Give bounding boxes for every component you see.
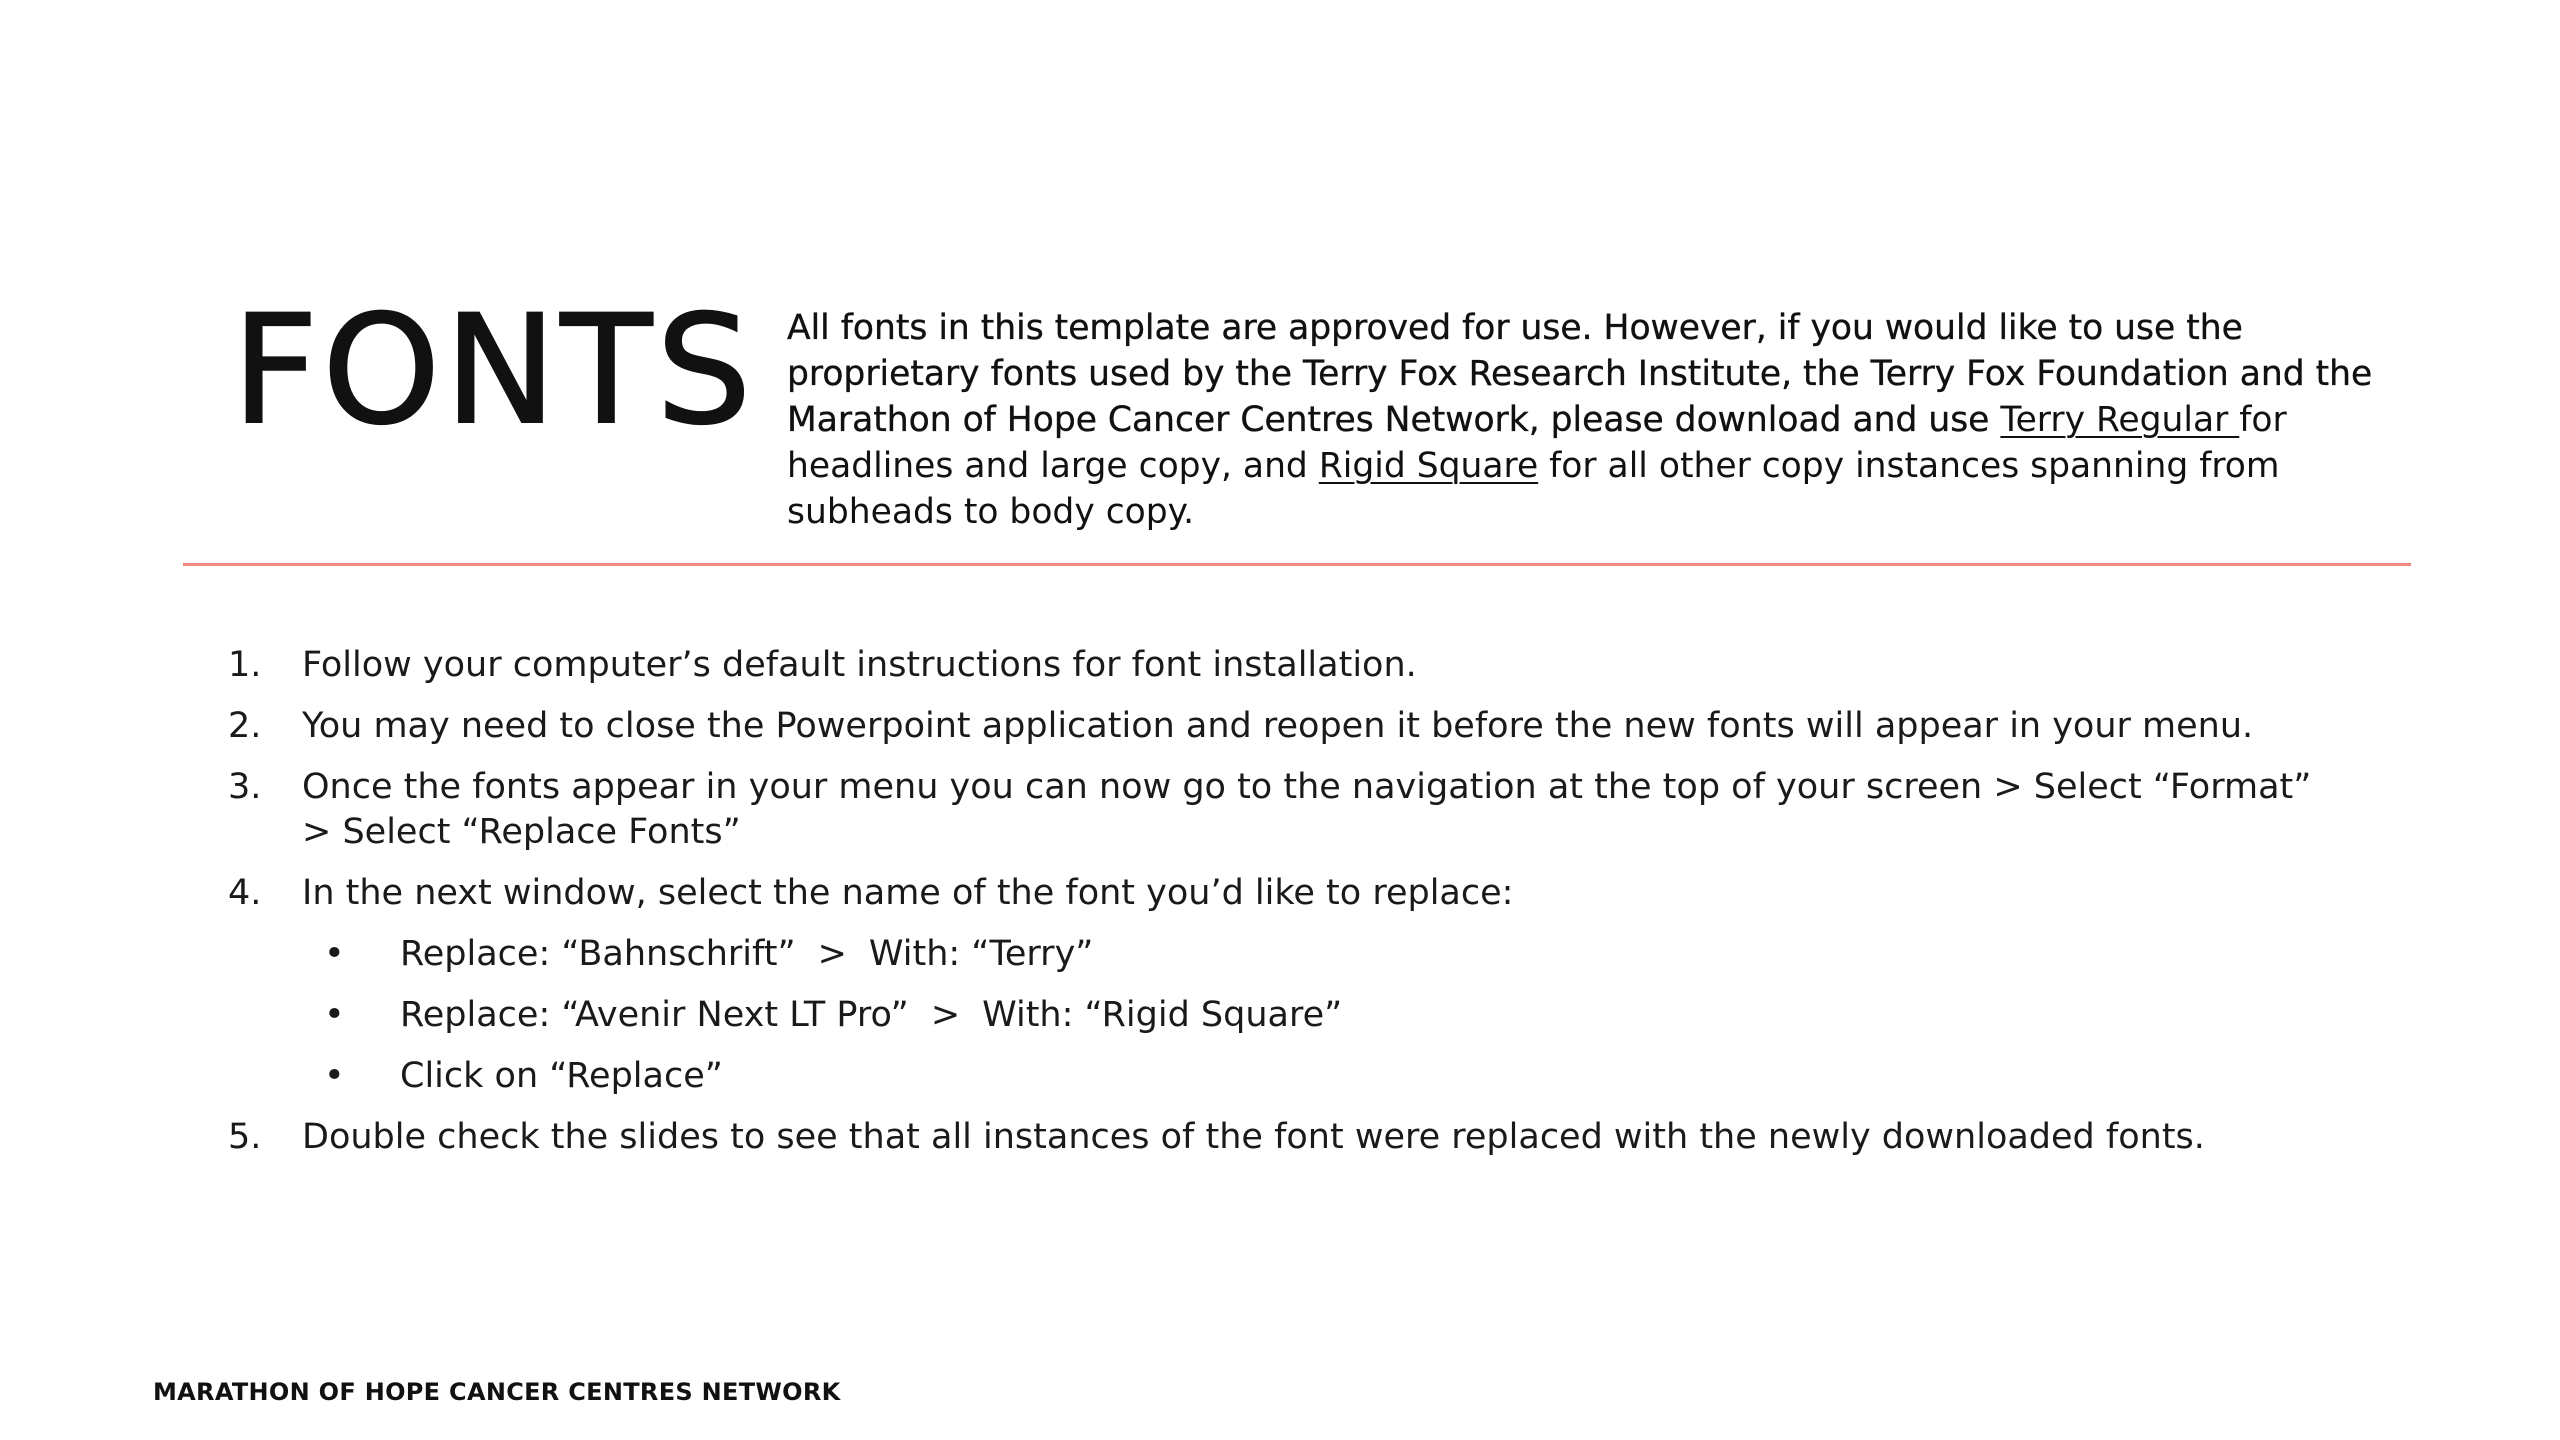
bullet-dot: • [324,934,345,974]
step-text: Follow your computer’s default instructions for font installation. [302,645,1417,685]
with-text: With: “Terry” [868,934,1094,974]
step-number: 3. [228,767,262,807]
with-text: With: “Rigid Square” [982,995,1343,1035]
arrow-text: > [930,995,961,1035]
arrow-text: > [817,934,847,974]
step-number: 2. [228,706,262,746]
instruction-step-1 [228,643,2338,688]
bullet-text: Click on “Replace” [400,1056,723,1096]
instruction-step-3 [228,765,2338,855]
step-text: In the next window, select the name of the font you’d like to replace: [302,873,1514,913]
replace-text: Replace: “Avenir Next LT Pro” [400,995,909,1035]
bullet-item-avenir [302,993,2338,1038]
step-number: 5. [228,1117,262,1157]
footer-organization: MARATHON OF HOPE CANCER CENTRES NETWORK [153,1378,841,1406]
replace-text: Replace: “Bahnschrift” [400,934,796,974]
bullet-item-bahnschrift [302,932,2338,977]
rigid-square-link[interactable]: Rigid Square [1318,446,1539,486]
bullet-dot: • [324,995,345,1035]
section-divider [183,563,2411,566]
step-number: 1. [228,645,262,685]
instruction-step-5 [228,1115,2338,1160]
step-text: Once the fonts appear in your menu you can now go to the navigation at the top of your screen > Select “Format” > Select “Replace Fonts” [302,767,2312,852]
instruction-list [228,643,2338,1176]
intro-mid-text: for headlines and large copy, and [787,400,2287,486]
step-number: 4. [228,873,262,913]
intro-paragraph [787,305,2392,535]
intro-tail-text: for all other copy instances spanning from subheads to body copy. [787,446,2280,532]
intro-lead-text: All fonts in this template are approved for use. However, if you would like to use the proprietary fonts used by the Terry Fox Research Institute, the Terry Fox Foundation and the Marathon of Hope Cancer Centres Network, please download and use [787,308,2373,440]
bullet-dot: • [324,1056,345,1096]
instruction-step-2 [228,704,2338,749]
step-text: You may need to close the Powerpoint application and reopen it before the new fonts will appear in your menu. [302,706,2254,746]
step-text: Double check the slides to see that all instances of the font were replaced with the newly downloaded fonts. [302,1117,2205,1157]
bullet-item-click-replace [302,1054,2338,1099]
replace-bullet-list [302,932,2338,1099]
slide-title: FONTS [232,284,756,458]
instruction-step-4 [228,871,2338,1099]
terry-regular-link[interactable]: Terry Regular [2000,400,2240,440]
